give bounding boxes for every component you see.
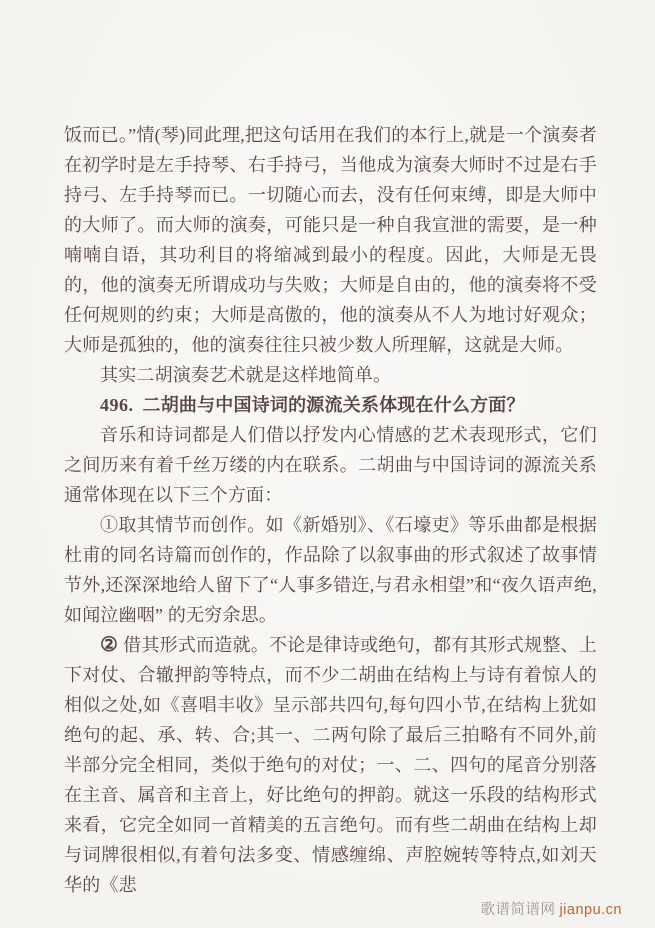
paragraph-continuation: 饭而已。”情(琴)同此理,把这句话用在我们的本行上,就是一个演奏者在初学时是左手持琴、右手持弓，当他成为演奏大师时不过是右手持弓、左手持琴而已。一切随心而去，没有任何束缚，即是大师中的大师了。而大师的演奏，可能只是一种自我宣泄的需要，是一种喃喃自语，其功利目的将缩减到最小的程度。因此，大师是无畏的，他的演奏无所谓成功与失败；大师是自由的，他的演奏将不受任何规则的约束；大师是高傲的，他的演奏从不人为地讨好观众；大师是孤独的，他的演奏往往只被少数人所理解，这就是大师。 — [64, 125, 597, 355]
watermark-site-name: 歌谱简谱网 — [480, 902, 556, 918]
question-title: 二胡曲与中国诗词的源流关系体现在什么方面？ — [142, 395, 525, 415]
point-two-text: 借其形式而造就。不论是律诗或绝句，都有其形式规整、上下对仗、合辙押韵等特点，而不少二胡曲在结构上与诗有着惊人的相似之处,如《喜唱丰收》呈示部共四句,每句四小节,在结构上犹如绝句的起、承、转、合;其一、二两句除了最后三拍略有不同外,前半部分完全相同，类似于绝句的对仗；一、二、四句的尾音分别落在主音、属音和主音上，好比绝句的押韵。就这一乐段的结构形式来看，它完全如同一首精美的五言绝句。而有些二胡曲在结构上却与词牌很相似,有着句法多变、情感缠绵、声腔婉转等特点,如刘天华的《悲 — [64, 635, 597, 895]
question-number: 496. — [100, 395, 134, 415]
paragraph-point-one: ①取其情节而创作。如《新婚别》、《石壕吏》等乐曲都是根据杜甫的同名诗篇而创作的，作品除了以叙事曲的形式叙述了故事情节外,还深深地给人留下了“人事多错迕,与君永相望”和“夜久语声绝,如闻泣幽咽” 的无穷余思。 — [64, 515, 597, 625]
circled-two-marker: ② — [100, 634, 119, 656]
page-text-block — [64, 120, 597, 900]
paragraph-answer-intro: 音乐和诗词都是人们借以抒发内心情感的艺术表现形式，它们之间历来有着千丝万缕的内在联系。二胡曲与中国诗词的源流关系通常体现在以下三个方面： — [64, 425, 597, 505]
question-heading — [64, 390, 597, 420]
watermark — [480, 898, 622, 919]
watermark-site-domain: jianpu.cn — [559, 902, 622, 918]
paragraph-point-two — [64, 630, 597, 900]
paragraph-summary: 其实二胡演奏艺术就是这样地简单。 — [100, 365, 392, 385]
